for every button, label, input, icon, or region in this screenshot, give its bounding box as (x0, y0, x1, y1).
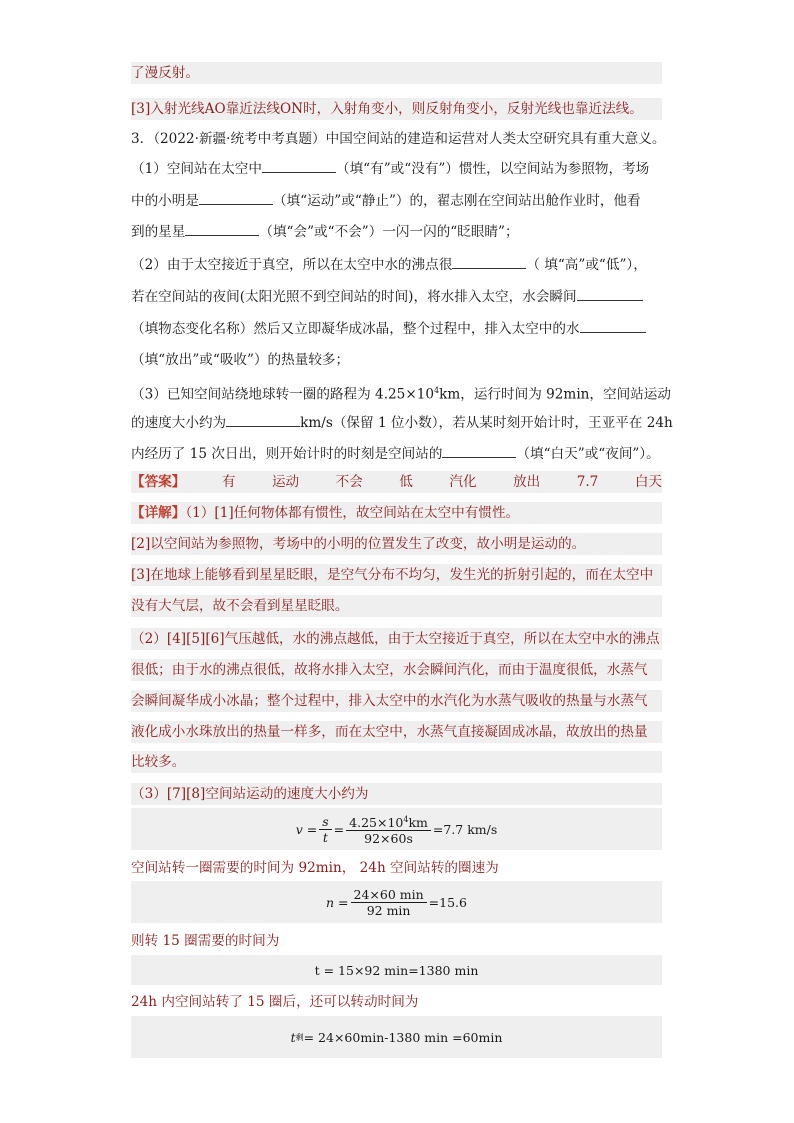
detail-line-2: [2]以空间站为参照物，考场中的小明的位置发生了改变，故小明是运动的。 (131, 533, 662, 555)
blank-3[interactable] (185, 222, 259, 236)
reflection-explanation-line (131, 98, 662, 120)
fraction-laps: $\frac{24\times 60 \min}{92 \min}$ (351, 887, 427, 918)
continued-text-line (131, 62, 662, 84)
question-part1-line1: （1）空间站在太空中 （填“有”或“没有”）惯性，以空间站为参照物，考场 (131, 161, 650, 177)
detail-line-4: 没有大气层，故不会看到星星眨眼。 (131, 595, 662, 617)
question-part2-line1: （2）由于太空接近于真空，所以在太空中水的沸点很 （ 填“高”或“低”）， (131, 257, 647, 273)
answer-item: 低 (399, 474, 413, 490)
answer-row (131, 471, 662, 493)
question-title: 3．（2022·新疆·统考中考真题）中国空间站的建造和运营对人类太空研究具有重大意义。 (131, 131, 666, 147)
detail-line-11: 空间站转一圈需要的时间为 92min， 24h 空间站转的圈速为 (131, 860, 499, 876)
answer-item: 放出 (513, 474, 541, 490)
blank-6[interactable] (580, 319, 646, 333)
blank-4[interactable] (452, 255, 526, 269)
answer-item: 白天 (634, 474, 662, 490)
answer-item: 不会 (335, 474, 363, 490)
detail-line-3: [3]在地球上能够看到星星眨眼，是空气分布不均匀，发生光的折射引起的，而在太空中 (131, 564, 662, 586)
question-part3-line3: 内经历了 15 次日出，则开始计时的时刻是空间站的 （填“白天”或“夜间”）。 (131, 446, 660, 462)
time-formula: t = 15×92 min=1380 min (131, 955, 662, 985)
blank-7[interactable] (226, 413, 300, 427)
detail-line-6: 很低；由于水的沸点很低，故将水排入太空，水会瞬间汽化，而由于温度很低，水蒸气 (131, 659, 662, 681)
question-part1-line2: 中的小明是 （填“运动”或“静止”）的，翟志刚在空间站出舱作业时，他看 (131, 193, 641, 209)
detail-line-7: 会瞬间凝华成小冰晶；整个过程中，排入太空中的水汽化为水蒸气吸收的热量与水蒸气 (131, 690, 662, 712)
question-part2-line4: （填“放出”或“吸收”）的热量较多； (131, 352, 350, 368)
question-part3-line1: （3）已知空间站绕地球转一圈的路程为 $4.25\times 10^4km$，运行时间为 92min，空间站运动 (131, 386, 671, 403)
question-part2-line2: 若在空间站的夜间(太阳光照不到空间站的时间)，将水排入太空，水会瞬间 (131, 286, 662, 308)
laps-formula: n = $\frac{24\times 60 \min}{92 \min}$ =15.6 (131, 881, 662, 923)
detail-line-9: 比较多。 (131, 751, 662, 773)
detail-line-13: 24h 内空间站转了 15 圈后，还可以转动时间为 (131, 994, 419, 1010)
detail-label: 【详解】 (131, 505, 186, 521)
detail-line-5: （2）[4][5][6]气压越低，水的沸点越低，由于太空接近于真空，所以在太空中水的沸点 (131, 628, 662, 650)
fraction-s-over-t: $\frac{s}{t}$ (319, 814, 331, 845)
question-part1-line3: 到的星星 （填“会”或“不会”）一闪一闪的“眨眼睛”； (131, 224, 519, 240)
remaining-time-formula: t 剩 = 24×60min-1380 min =60min (131, 1016, 662, 1058)
answer-item: 运动 (271, 474, 300, 490)
answer-item: 有 (221, 474, 236, 490)
reflection-explanation: [3]入射光线AO靠近法线ON时，入射角变小，则反射角变小，反射光线也靠近法线。 (131, 101, 643, 117)
blank-8[interactable] (442, 444, 516, 458)
question-part3-line2: 的速度大小约为 km/s（保留 1 位小数），若从某时刻开始计时，王亚平在 24h (131, 415, 673, 431)
detail-line-1: 【详解】（1）[1]任何物体都有惯性，故空间站在太空中有惯性。 (131, 502, 662, 524)
blank-5[interactable] (577, 287, 643, 301)
question-part2-line3: （填物态变化名称）然后又立即凝华成冰晶，整个过程中，排入太空中的水 (131, 318, 662, 340)
answer-label: 【答案】 (131, 474, 186, 490)
fraction-distance-over-time: $\frac{4.25\times 10^4km}{92\times 60s}$ (346, 812, 431, 846)
answer-item: 汽化 (449, 474, 477, 490)
detail-line-10: （3）[7][8]空间站运动的速度大小约为 (131, 783, 662, 805)
answer-item: 7.7 (576, 474, 599, 490)
velocity-formula: v = $\frac{s}{t}$ = $\frac{4.25\times 10^4km}{92\times 60s}$ =7.7 km/s (131, 808, 662, 850)
blank-1[interactable] (262, 159, 336, 173)
continued-text: 了漫反射。 (131, 65, 199, 81)
detail-line-12: 则转 15 圈需要的时间为 (131, 933, 280, 949)
blank-2[interactable] (199, 191, 273, 205)
detail-line-8: 液化成小水珠放出的热量一样多，而在太空中，水蒸气直接凝固成冰晶，故放出的热量 (131, 721, 662, 743)
